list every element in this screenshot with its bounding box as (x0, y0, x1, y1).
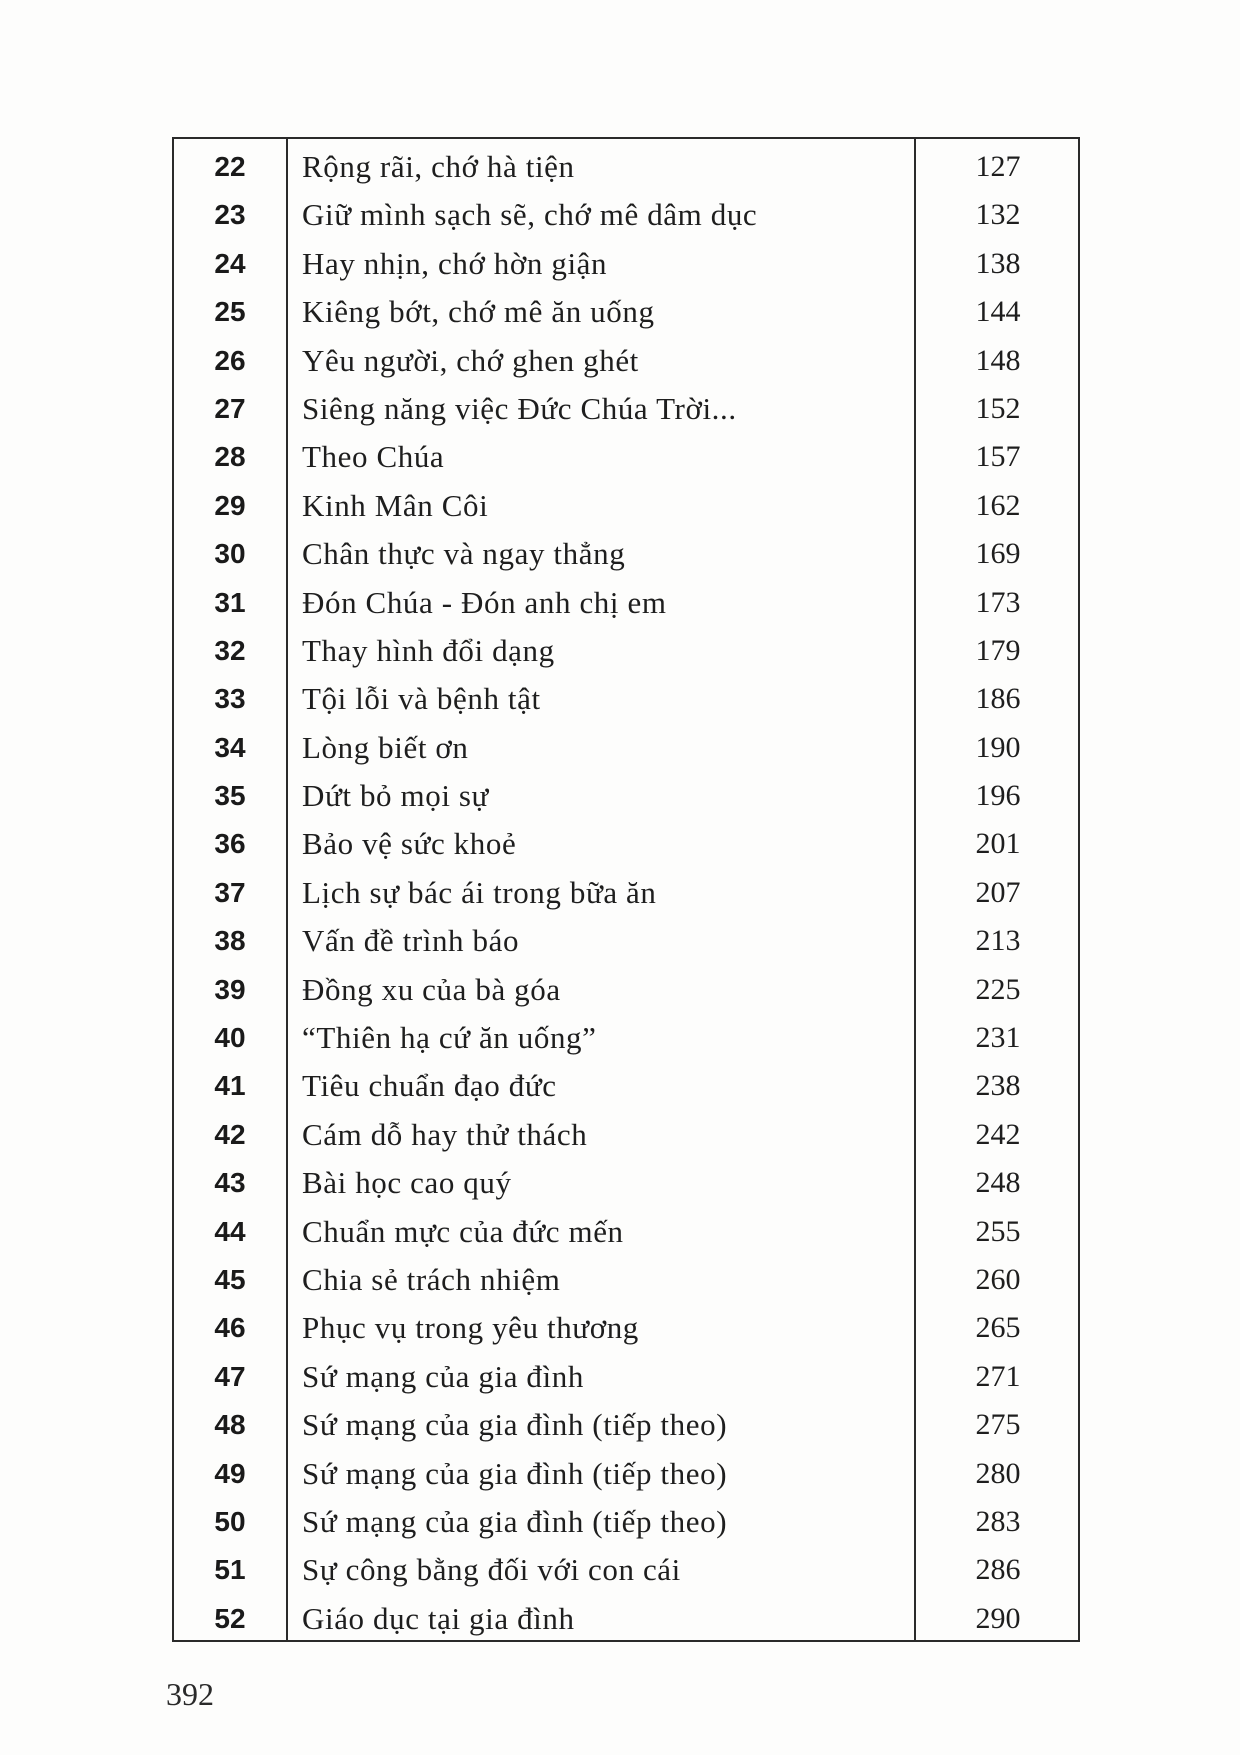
chapter-page: 201 (975, 827, 1021, 861)
chapter-number: 36 (214, 828, 246, 860)
table-row (174, 1353, 1078, 1401)
chapter-title: Bài học cao quý (302, 1165, 512, 1201)
chapter-page: 290 (975, 1601, 1021, 1635)
table-row (174, 1256, 1078, 1304)
chapter-title: Dứt bỏ mọi sự (302, 778, 489, 814)
chapter-title: Vấn đề trình báo (302, 923, 520, 959)
chapter-page: 152 (975, 391, 1021, 425)
chapter-title: Giữ mình sạch sẽ, chớ mê dâm dục (302, 197, 758, 233)
chapter-title: Tiêu chuẩn đạo đức (302, 1068, 557, 1104)
chapter-number: 47 (214, 1360, 246, 1392)
chapter-number: 30 (214, 538, 246, 570)
chapter-title: Yêu người, chớ ghen ghét (302, 342, 639, 378)
chapter-number: 32 (214, 634, 246, 666)
chapter-title: Giáo dục tại gia đình (302, 1600, 575, 1636)
chapter-number: 24 (214, 247, 246, 279)
chapter-title: Rộng rãi, chớ hà tiện (302, 149, 575, 184)
table-row (174, 869, 1078, 917)
chapter-page: 179 (975, 633, 1021, 667)
chapter-title: Chia sẻ trách nhiệm (302, 1261, 561, 1297)
chapter-title: Theo Chúa (302, 439, 445, 475)
table-row (174, 966, 1078, 1014)
chapter-page: 162 (975, 488, 1021, 522)
chapter-number: 41 (214, 1070, 246, 1102)
chapter-page: 144 (975, 295, 1021, 329)
page-number: 392 (166, 1676, 214, 1712)
chapter-page: 280 (975, 1456, 1021, 1490)
chapter-title: Siêng năng việc Đức Chúa Trời... (302, 390, 737, 426)
table-row (174, 1304, 1078, 1352)
chapter-title: “Thiên hạ cứ ăn uống” (302, 1020, 597, 1056)
table-row (174, 1014, 1078, 1062)
chapter-title: Đón Chúa - Đón anh chị em (302, 584, 667, 620)
chapter-number: 44 (214, 1215, 246, 1247)
chapter-title: Cám dỗ hay thử thách (302, 1116, 588, 1152)
chapter-page: 213 (975, 924, 1021, 958)
chapter-number: 42 (214, 1118, 246, 1150)
chapter-page: 127 (975, 150, 1021, 183)
table-row (174, 1111, 1078, 1159)
chapter-number: 25 (214, 296, 246, 328)
chapter-number: 33 (214, 683, 246, 715)
chapter-page: 157 (975, 440, 1021, 474)
chapter-page: 271 (975, 1359, 1021, 1393)
chapter-number: 45 (214, 1263, 246, 1295)
chapter-number: 40 (214, 1022, 246, 1054)
chapter-page: 283 (975, 1504, 1021, 1538)
table-row (174, 240, 1078, 288)
table-row (174, 530, 1078, 578)
chapter-number: 29 (214, 489, 246, 521)
chapter-page: 260 (975, 1262, 1021, 1296)
chapter-number: 22 (214, 151, 246, 182)
chapter-number: 37 (214, 876, 246, 908)
chapter-number: 49 (214, 1457, 246, 1489)
chapter-number: 46 (214, 1312, 246, 1344)
chapter-page: 248 (975, 1166, 1021, 1200)
table-row (174, 579, 1078, 627)
chapter-title: Phục vụ trong yêu thương (302, 1310, 639, 1346)
chapter-page: 190 (975, 730, 1021, 764)
toc-rows (174, 143, 1078, 1643)
chapter-page: 196 (975, 779, 1021, 813)
chapter-number: 31 (214, 586, 246, 618)
chapter-page: 231 (975, 1021, 1021, 1055)
chapter-number: 50 (214, 1505, 246, 1537)
chapter-title: Lịch sự bác ái trong bữa ăn (302, 874, 657, 910)
chapter-title: Sứ mạng của gia đình (tiếp theo) (302, 1455, 728, 1491)
chapter-number: 48 (214, 1409, 246, 1441)
chapter-number: 51 (214, 1554, 246, 1586)
chapter-title: Sứ mạng của gia đình (302, 1358, 584, 1394)
chapter-title: Tội lỗi và bệnh tật (302, 681, 541, 717)
chapter-page: 265 (975, 1311, 1021, 1345)
chapter-title: Sứ mạng của gia đình (tiếp theo) (302, 1407, 728, 1443)
chapter-title: Kinh Mân Côi (302, 487, 489, 523)
table-row (174, 675, 1078, 723)
chapter-page: 173 (975, 585, 1021, 619)
chapter-page: 275 (975, 1408, 1021, 1442)
table-row (174, 191, 1078, 239)
table-row (174, 385, 1078, 433)
chapter-page: 169 (975, 537, 1021, 571)
table-row (174, 1498, 1078, 1546)
chapter-number: 38 (214, 925, 246, 957)
chapter-title: Sứ mạng của gia đình (tiếp theo) (302, 1503, 728, 1539)
chapter-page: 207 (975, 875, 1021, 909)
chapter-number: 23 (214, 199, 246, 231)
table-row (174, 820, 1078, 868)
chapter-page: 138 (975, 246, 1021, 280)
chapter-page: 186 (975, 682, 1021, 716)
chapter-page: 238 (975, 1069, 1021, 1103)
table-row (174, 288, 1078, 336)
chapter-title: Lòng biết ơn (302, 729, 469, 765)
table-row (174, 482, 1078, 530)
table-row (174, 1062, 1078, 1110)
chapter-title: Chuẩn mực của đức mến (302, 1213, 624, 1249)
chapter-page: 255 (975, 1214, 1021, 1248)
table-row (174, 1546, 1078, 1594)
chapter-title: Thay hình đổi dạng (302, 632, 555, 668)
chapter-title: Hay nhịn, chớ hờn giận (302, 245, 608, 281)
table-of-contents (172, 137, 1080, 1642)
chapter-title: Chân thực và ngay thẳng (302, 536, 626, 572)
table-row (174, 772, 1078, 820)
table-row (174, 1595, 1078, 1643)
chapter-page: 148 (975, 343, 1021, 377)
table-row (174, 917, 1078, 965)
chapter-number: 27 (214, 392, 246, 424)
chapter-page: 242 (975, 1117, 1021, 1151)
table-row (174, 1401, 1078, 1449)
chapter-number: 28 (214, 441, 246, 473)
table-row (174, 433, 1078, 481)
chapter-number: 52 (214, 1602, 246, 1634)
chapter-page: 225 (975, 972, 1021, 1006)
table-row (174, 143, 1078, 191)
chapter-number: 43 (214, 1167, 246, 1199)
chapter-title: Kiêng bớt, chớ mê ăn uống (302, 294, 655, 330)
chapter-number: 35 (214, 780, 246, 812)
chapter-title: Sự công bằng đối với con cái (302, 1552, 681, 1588)
chapter-title: Bảo vệ sức khoẻ (302, 826, 517, 862)
table-row (174, 1159, 1078, 1207)
table-row (174, 1450, 1078, 1498)
chapter-number: 39 (214, 973, 246, 1005)
chapter-page: 286 (975, 1553, 1021, 1587)
table-row (174, 724, 1078, 772)
chapter-number: 26 (214, 344, 246, 376)
table-row (174, 627, 1078, 675)
chapter-page: 132 (975, 198, 1021, 232)
chapter-title: Đồng xu của bà góa (302, 971, 561, 1007)
table-row (174, 1208, 1078, 1256)
chapter-number: 34 (214, 731, 246, 763)
table-row (174, 337, 1078, 385)
